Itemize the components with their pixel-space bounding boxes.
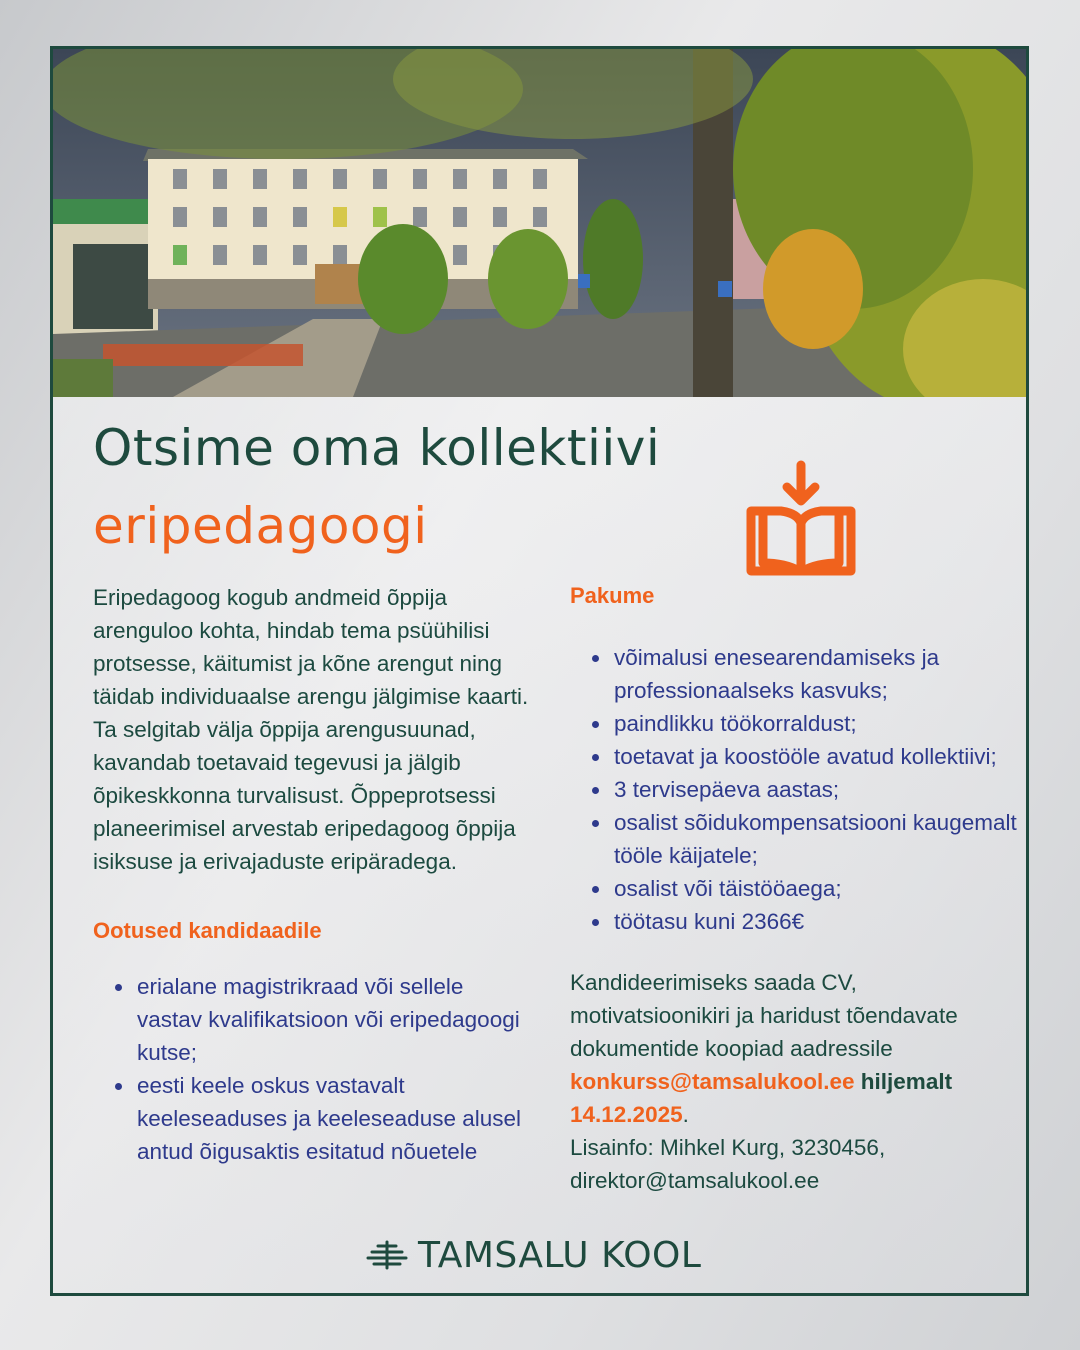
list-item: • osalist või täistööaega; [612,872,1020,905]
job-description: Eripedagoog kogub andmeid õppija arenguloo kohta, hindab tema psüühilisi protsesse, käitumist ja kõne arengut ning täidab individuaalse arengu jälgimise kaarti. Ta selgitab välja õppija arengusuunad, kavandab toetavaid tegevusi ja jälgib õpikeskkonna turvalisust. Õppeprotsessi planeerimisel arvestab eripedagoog õppija isiksuse ja erivajaduste eripäradega. [93,585,529,874]
expectations-heading: Ootused kandidaadile [93,918,322,943]
book-icon [741,459,861,589]
deadline-label: hiljemalt [854,1069,953,1094]
contact-line1: Lisainfo: Mihkel Kurg, 3230456, [570,1135,886,1160]
left-column [93,581,533,1168]
application-text: Kandideerimiseks saada CV, motivatsioonikiri ja haridust tõendavate dokumentide koopiad aadressile [570,970,958,1061]
logo-text: TAMSALU KOOL [418,1234,702,1276]
expectations-list [93,970,533,1168]
list-item: • töötasu kuni 2366€ [612,905,1020,938]
application-email-link[interactable]: konkurss@tamsalukool.ee [570,1069,855,1094]
list-item: • toetavat ja koostööle avatud kollektiivi; [612,740,1020,773]
application-info [570,966,1020,1131]
offer-list [570,641,1020,938]
list-item: • eesti keele oskus vastavalt keeleseaduses ja keeleseaduse alusel antud õigusaktis esitatud nõuetele [135,1069,533,1168]
headline-line1: Otsime oma kollektiivi [93,419,661,477]
list-item: • 3 tervisepäeva aastas; [612,773,1020,806]
school-photo [53,49,1026,397]
deadline-period: . [682,1102,689,1127]
list-item: • erialane magistrikraad või sellele vastav kvalifikatsioon või eripedagoogi kutse; [135,970,533,1069]
tamsalu-logo-icon [366,1240,408,1270]
right-column [570,581,1020,1197]
deadline-date: 14.12.2025 [570,1102,683,1127]
list-item: • osalist sõidukompensatsiooni kaugemalt tööle käijatele; [612,806,1020,872]
offer-heading: Pakume [570,583,655,608]
contact-email[interactable]: direktor@tamsalukool.ee [570,1168,820,1193]
poster-frame [50,46,1029,1296]
list-item: • paindlikku töökorraldust; [612,707,1020,740]
school-logo [366,1235,701,1275]
headline-line2: eripedagoogi [93,497,428,555]
list-item: • võimalusi enesearendamiseks ja professionaalseks kasvuks; [612,641,1020,707]
